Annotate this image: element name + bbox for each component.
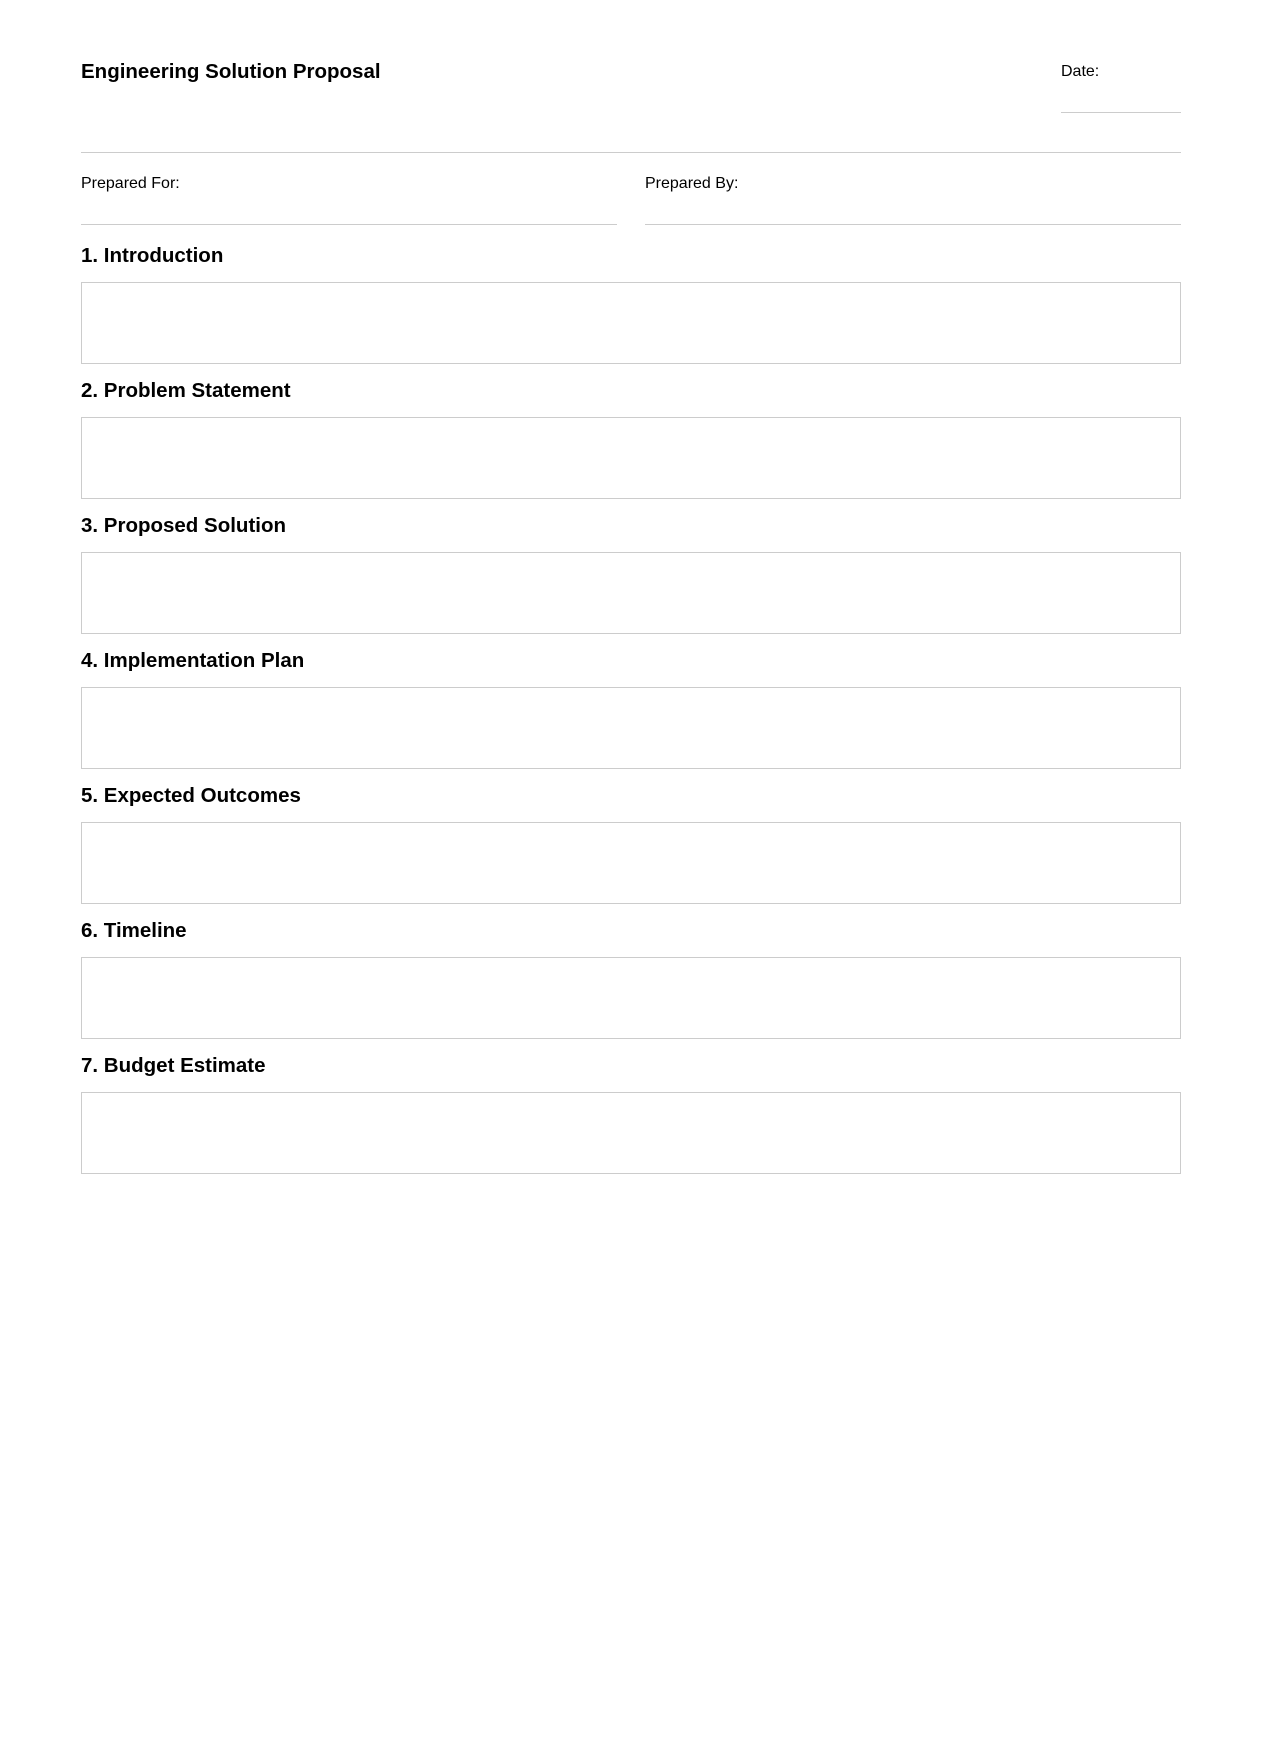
section-heading: 2. Problem Statement: [81, 379, 291, 402]
proposed-solution-textbox[interactable]: [81, 552, 1181, 634]
prepared-for-underline[interactable]: [81, 224, 617, 225]
document-title: Engineering Solution Proposal: [81, 60, 381, 83]
header-divider: [81, 152, 1181, 153]
section-budget-estimate: [81, 1054, 1181, 1174]
prepared-for-label: Prepared For:: [81, 175, 180, 192]
prepared-by-label: Prepared By:: [645, 175, 739, 192]
introduction-textbox[interactable]: [81, 282, 1181, 364]
section-implementation-plan: [81, 649, 1181, 769]
expected-outcomes-textbox[interactable]: [81, 822, 1181, 904]
section-proposed-solution: [81, 514, 1181, 634]
prepared-row: [81, 175, 1181, 227]
section-problem-statement: [81, 379, 1181, 499]
document-header: [81, 0, 1181, 152]
date-underline[interactable]: [1061, 112, 1181, 113]
date-field[interactable]: [1061, 63, 1181, 81]
section-heading: 4. Implementation Plan: [81, 649, 305, 672]
budget-estimate-textbox[interactable]: [81, 1092, 1181, 1174]
section-timeline: [81, 919, 1181, 1039]
problem-statement-textbox[interactable]: [81, 417, 1181, 499]
date-label: Date:: [1061, 63, 1100, 80]
section-heading: 5. Expected Outcomes: [81, 784, 301, 807]
section-heading: 1. Introduction: [81, 244, 224, 267]
section-heading: 7. Budget Estimate: [81, 1054, 266, 1077]
section-expected-outcomes: [81, 784, 1181, 904]
proposal-page: [81, 0, 1181, 1077]
prepared-by-field[interactable]: [645, 175, 1181, 193]
timeline-textbox[interactable]: [81, 957, 1181, 1039]
section-heading: 6. Timeline: [81, 919, 187, 942]
prepared-for-field[interactable]: [81, 175, 617, 193]
implementation-plan-textbox[interactable]: [81, 687, 1181, 769]
prepared-by-underline[interactable]: [645, 224, 1181, 225]
section-heading: 3. Proposed Solution: [81, 514, 287, 537]
section-introduction: [81, 244, 1181, 364]
